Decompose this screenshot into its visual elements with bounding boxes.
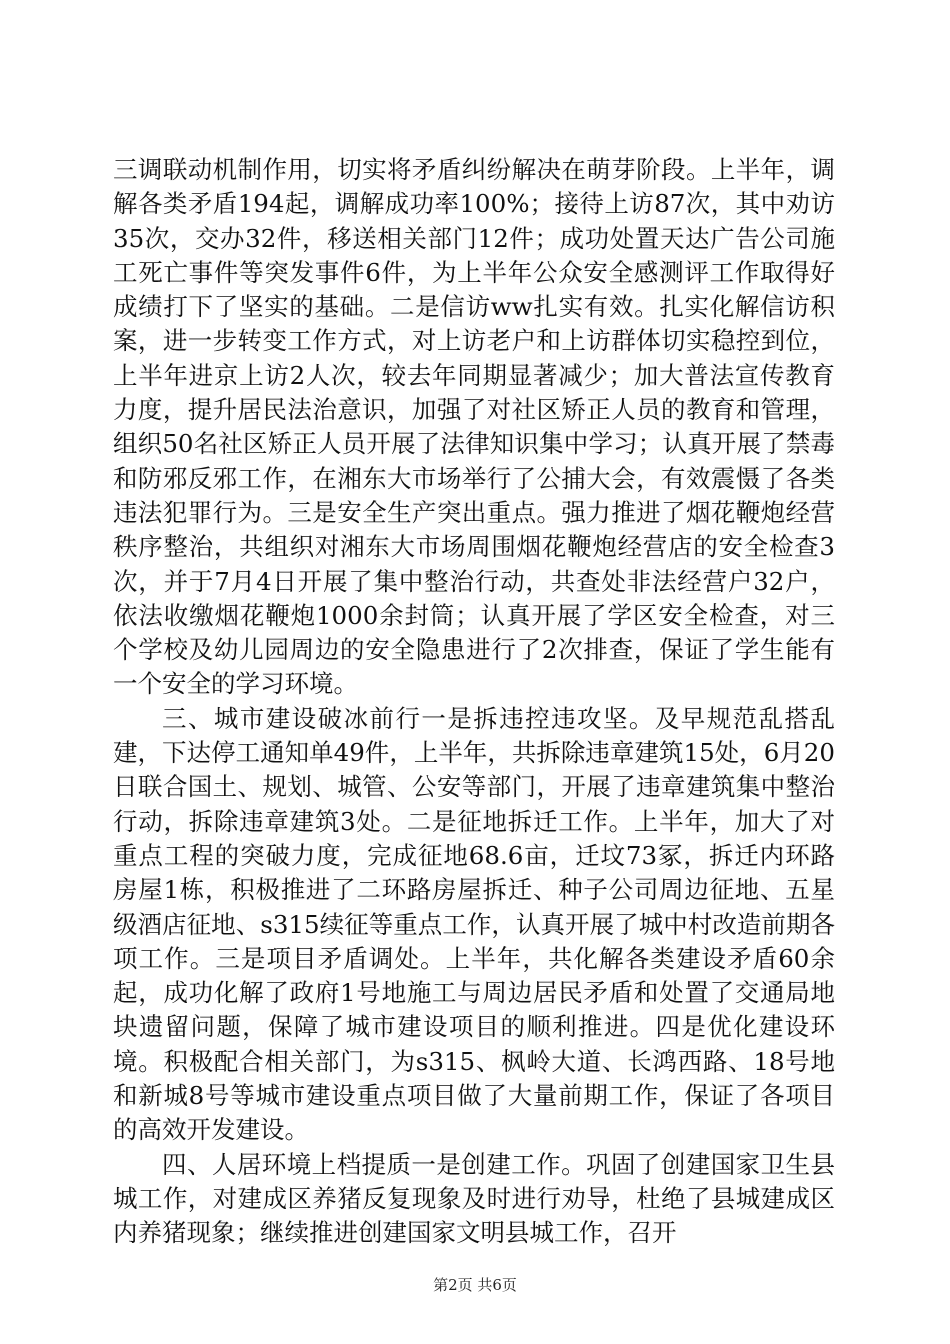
paragraph-urban-construction: 三、城市建设破冰前行一是拆违控违攻坚。及早规范乱搭乱建，下达停工通知单49件，上半年，共拆除违章建筑15处，6月20日联合国土、规划、城管、公安等部门，开展了违章建筑集中整治行动，拆除违章建筑3处。二是征地拆迁工作。上半年，加大了对重点工程的突破力度，完成征地68.6亩，迁坟73冢，拆迁内环路房屋1栋，积极推进了二环路房屋拆迁、种子公司周边征地、五星级酒店征地、s315续征等重点工作，认真开展了城中村改造前期各项工作。三是项目矛盾调处。上半年，共化解各类建设矛盾60余起，成功化解了政府1号地施工与周边居民矛盾和处置了交通局地块遗留问题，保障了城市建设项目的顺利推进。四是优化建设环境。积极配合相关部门，为s315、枫岭大道、长鸿西路、18号地和新城8号等城市建设重点项目做了大量前期工作，保证了各项目的高效开发建设。 bbox=[113, 703, 835, 1145]
paragraph-living-environment: 四、人居环境上档提质一是创建工作。巩固了创建国家卫生县城工作，对建成区养猪反复现象及时进行劝导，杜绝了县城建成区内养猪现象；继续推进创建国家文明县城工作，召开 bbox=[113, 1149, 835, 1248]
paragraph-continuation: 三调联动机制作用，切实将矛盾纠纷解决在萌芽阶段。上半年，调解各类矛盾194起，调解成功率100%；接待上访87次，其中劝访35次，交办32件，移送相关部门12件；成功处置天达广告公司施工死亡事件等突发事件6件，为上半年公众安全感测评工作取得好成绩打下了坚实的基础。二是信访ww扎实有效。扎实化解信访积案，进一步转变工作方式，对上访老户和上访群体切实稳控到位，上半年进京上访2人次，较去年同期显著减少；加大普法宣传教育力度，提升居民法治意识，加强了对社区矫正人员的教育和管理，组织50名社区矫正人员开展了法律知识集中学习；认真开展了禁毒和防邪反邪工作，在湘东大市场举行了公捕大会，有效震慑了各类违法犯罪行为。三是安全生产突出重点。强力推进了烟花鞭炮经营秩序整治，共组织对湘东大市场周围烟花鞭炮经营店的安全检查3次，并于7月4日开展了集中整治行动，共查处非法经营户32户，依法收缴烟花鞭炮1000余封筒；认真开展了学区安全检查，对三个学校及幼儿园周边的安全隐患进行了2次排查，保证了学生能有一个安全的学习环境。 bbox=[113, 155, 835, 699]
page-footer: 第2页 共6页 bbox=[433, 1276, 517, 1294]
document-body bbox=[113, 153, 835, 1251]
